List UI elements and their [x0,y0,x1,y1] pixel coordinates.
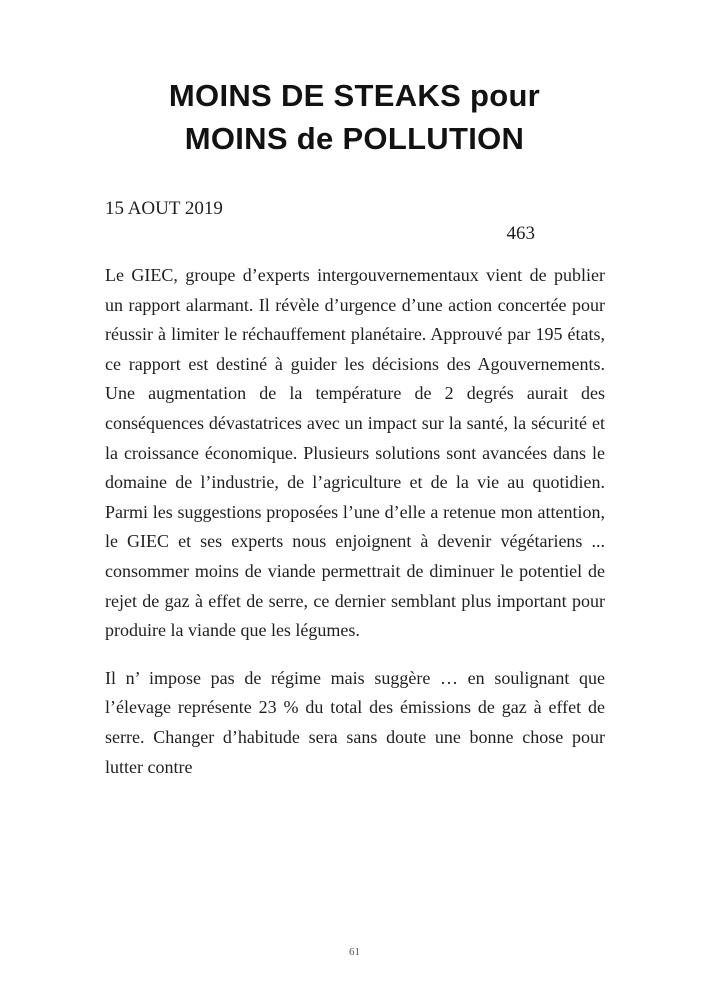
page-number: 61 [349,946,360,958]
article-content [105,198,605,782]
page-title [0,0,709,160]
post-number: 463 [506,223,535,244]
post-date: 15 AOUT 2019 [105,198,223,219]
body-paragraph: Le GIEC, groupe d’experts intergouvernementaux vient de publier un rapport alarmant. Il révèle d’urgence d’une action concertée pour réussir à limiter le réchauffement planétaire. Approuvé par 195 états, ce rapport est destiné à guider les décisions des Agouvernements. Une augmentation de la température de 2 degrés aurait des conséquences dévastatrices avec un impact sur la santé, la sécurité et la croissance économique. Plusieurs solutions sont avancées dans le domaine de l’industrie, de l’agriculture et de la vie au quotidien. Parmi les suggestions proposées l’une d’elle a retenue mon attention, le GIEC et ses experts nous enjoignent à devenir végétariens ... consommer moins de viande permettrait de diminuer le potentiel de rejet de gaz à effet de serre, ce dernier semblant plus important pour produire la viande que les légumes. [105,265,605,641]
page-title-line-1: MOINS DE STEAKS pour [168,78,541,113]
page-title-line-2: MOINS de POLLUTION [184,121,525,156]
article-body [105,261,605,782]
body-paragraph: Il n’ impose pas de régime mais suggère … en soulignant que l’élevage représente 23 % du total des émissions de gaz à effet de serre. Changer d’habitude sera sans doute une bonne chose pour lutter contre [105,667,605,777]
